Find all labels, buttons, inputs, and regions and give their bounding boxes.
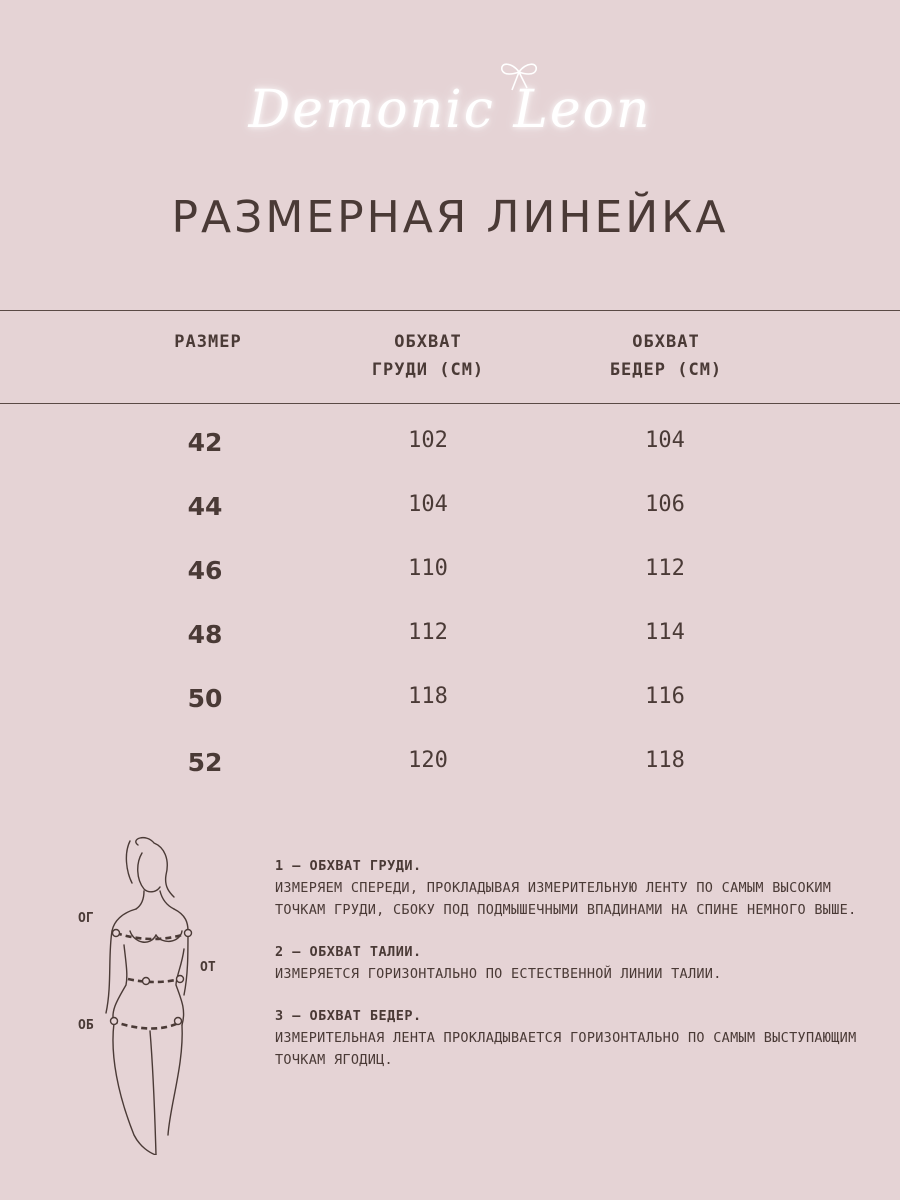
table-row (0, 740, 900, 804)
bust-cell: 118 (408, 684, 448, 709)
bust-instruction (275, 855, 875, 921)
hips-instruction-title: 3 – ОБХВАТ БЕДЕР. (275, 1008, 422, 1024)
hips-cell: 114 (645, 620, 685, 645)
table-row (0, 612, 900, 676)
waist-instruction-text: ИЗМЕРЯЕТСЯ ГОРИЗОНТАЛЬНО ПО ЕСТЕСТВЕННОЙ ЛИНИИ ТАЛИИ. (275, 966, 722, 982)
column-header-hips: ОБХВАТ БЕДЕР (СМ) (609, 332, 723, 380)
size-cell: 48 (187, 620, 223, 649)
bust-cell: 112 (408, 620, 448, 645)
brand-name: Demonic Leon (248, 80, 652, 140)
waist-label: ОТ (200, 960, 216, 975)
bust-cell: 120 (408, 748, 448, 773)
hips-cell: 116 (645, 684, 685, 709)
column-header-size: РАЗМЕР (174, 332, 242, 352)
size-cell: 44 (187, 492, 223, 521)
hips-label: ОБ (78, 1018, 94, 1033)
female-silhouette-icon (70, 835, 240, 1155)
waist-instruction (275, 941, 875, 985)
table-row (0, 548, 900, 612)
bust-cell: 110 (408, 556, 448, 581)
size-cell: 42 (187, 428, 223, 457)
page-title: РАЗМЕРНАЯ ЛИНЕЙКА (171, 192, 729, 243)
measurement-instructions (275, 855, 875, 1091)
header-top-divider (0, 310, 900, 311)
table-row (0, 676, 900, 740)
hips-instruction-text: ИЗМЕРИТЕЛЬНАЯ ЛЕНТА ПРОКЛАДЫВАЕТСЯ ГОРИЗОНТАЛЬНО ПО САМЫМ ВЫСТУПАЮЩИМ ТОЧКАМ ЯГОДИЦ. (275, 1030, 857, 1068)
hips-cell: 112 (645, 556, 685, 581)
hips-instruction (275, 1005, 875, 1071)
body-measurement-figure (70, 835, 240, 1155)
header-bottom-divider (0, 403, 900, 404)
bust-cell: 104 (408, 492, 448, 517)
size-cell: 50 (187, 684, 223, 713)
bust-instruction-title: 1 – ОБХВАТ ГРУДИ. (275, 858, 422, 874)
bust-label: ОГ (78, 911, 94, 926)
size-cell: 46 (187, 556, 223, 585)
bust-instruction-text: ИЗМЕРЯЕМ СПЕРЕДИ, ПРОКЛАДЫВАЯ ИЗМЕРИТЕЛЬНУЮ ЛЕНТУ ПО САМЫМ ВЫСОКИМ ТОЧКАМ ГРУДИ, СБОКУ ПОД ПОДМЫШЕЧНЫМИ ВПАДИНАМИ НА СПИНЕ НЕМНОГО ВЫШЕ. (275, 880, 857, 918)
bust-cell: 102 (408, 428, 448, 453)
size-cell: 52 (187, 748, 223, 777)
column-header-bust: ОБХВАТ ГРУДИ (СМ) (371, 332, 485, 380)
waist-instruction-title: 2 – ОБХВАТ ТАЛИИ. (275, 944, 422, 960)
size-table (0, 420, 900, 804)
hips-cell: 118 (645, 748, 685, 773)
table-row (0, 484, 900, 548)
table-row (0, 420, 900, 484)
hips-cell: 106 (645, 492, 685, 517)
hips-cell: 104 (645, 428, 685, 453)
brand-logo (0, 52, 900, 162)
